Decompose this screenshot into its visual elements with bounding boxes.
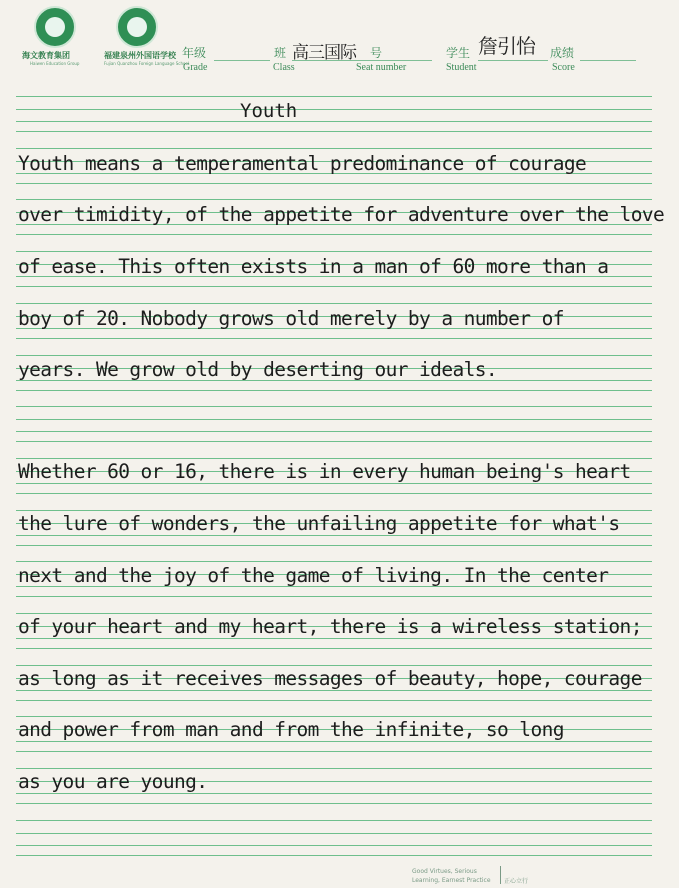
score-field-line [580,60,636,61]
student-field-line [478,60,548,61]
ruled-line [16,833,652,834]
essay-line: next and the joy of the game of living. In the center [18,564,609,587]
grade-label: 年级 [182,46,207,60]
ruled-line [16,638,652,639]
ruled-line [16,751,652,752]
essay-line: of your heart and my heart, there is a wireless station; [18,615,642,638]
ruled-line [16,234,652,235]
ruled-line [16,355,652,356]
ruled-line [16,545,652,546]
school-a-name: 海文教育集团 [22,50,70,60]
class-seat-field-line [292,60,432,61]
student-label-en: Student [446,62,477,73]
ruled-line [16,700,652,701]
essay-line: over timidity, of the appetite for adventure over the love [18,203,665,226]
school-a-subtitle: Haiwen Education Group [30,61,80,66]
class-label-en: Class [273,62,295,73]
score-label-en: Score [552,62,575,73]
footer-divider [500,866,501,884]
school-logo-haiwen [34,6,76,48]
essay-line: as you are young. [18,770,208,793]
essay-line: boy of 20. Nobody grows old merely by a number of [18,307,564,330]
ruled-line [16,431,652,432]
ruled-line [16,741,652,742]
ruled-line [16,183,652,184]
ruled-line [16,596,652,597]
ruled-line [16,483,652,484]
ruled-line [16,121,652,122]
grade-label-en: Grade [183,62,208,73]
ruled-line [16,303,652,304]
ruled-line [16,286,652,287]
footer-motto-line1: Good Virtues, Serious [412,868,477,875]
ruled-line [16,338,652,339]
ruled-line [16,561,652,562]
ruled-line [16,803,652,804]
ruled-line [16,441,652,442]
essay-line: Youth means a temperamental predominance of courage [18,152,587,175]
class-label: 班 [274,46,287,60]
essay-line: the lure of wonders, the unfailing appetite for what's [18,512,620,535]
score-label: 成绩 [550,46,575,60]
ruled-line [16,768,652,769]
ruled-line [16,251,652,252]
ruled-line [16,199,652,200]
essay-line: of ease. This often exists in a man of 60 more than a [18,255,609,278]
ruled-line [16,665,652,666]
ruled-line [16,855,652,856]
ruled-line [16,390,652,391]
footer-motto-line2: Learning, Earnest Practice [412,877,491,884]
ruled-line [16,109,652,110]
ruled-line [16,510,652,511]
ruled-line [16,96,652,97]
footer-mark: 正心立行 [504,878,529,885]
seat-label: 号 [370,46,383,60]
essay-line: as long as it receives messages of beauty, hope, courage [18,667,642,690]
school-logo-quanzhou [116,6,158,48]
school-b-name: 福建泉州外国语学校 [104,50,176,60]
ruled-line [16,793,652,794]
ruled-line [16,613,652,614]
student-value: 詹引怡 [478,34,535,58]
school-b-subtitle: Fujian Quanzhou Foreign Language School [104,61,190,66]
ruled-line [16,820,652,821]
ruled-line [16,845,652,846]
ruled-line [16,493,652,494]
essay-line: years. We grow old by deserting our ideals. [18,358,498,381]
essay-title: Youth [240,100,298,122]
ruled-line [16,148,652,149]
grade-field-line [214,60,270,61]
ruled-line [16,131,652,132]
student-label: 学生 [446,46,471,60]
class-value: 高三国际 [292,43,356,63]
essay-line: and power from man and from the infinite, so long [18,718,564,741]
ruled-line [16,419,652,420]
ruled-line [16,458,652,459]
seat-label-en: Seat number [356,62,407,73]
ruled-line [16,648,652,649]
ruled-line [16,406,652,407]
essay-line: Whether 60 or 16, there is in every human being's heart [18,460,631,483]
